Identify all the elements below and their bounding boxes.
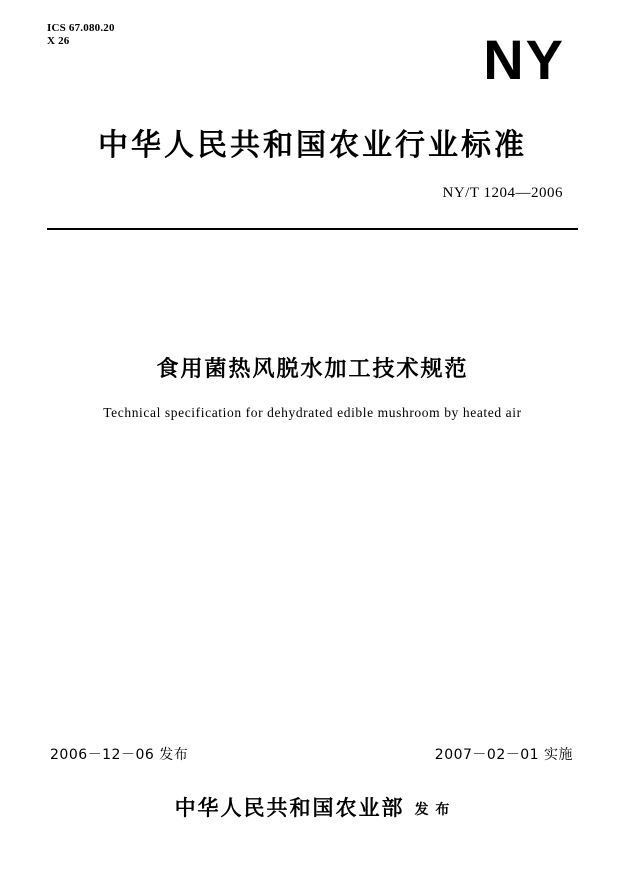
ics-code: ICS 67.080.20 — [47, 22, 115, 34]
ny-logo-mark: NY — [483, 28, 565, 91]
document-title-chinese: 食用菌热风脱水加工技术规范 — [156, 357, 469, 382]
implementation-date: 2007－02－01 实施 — [434, 747, 573, 763]
publisher-name: 中华人民共和国农业部 — [174, 796, 405, 820]
header-divider — [47, 228, 578, 230]
publisher-block — [0, 792, 625, 822]
standard-organization-title: 中华人民共和国农业行业标准 — [98, 128, 527, 163]
standard-number: NY/T 1204—2006 — [442, 185, 563, 201]
classification-code: X 26 — [47, 35, 70, 47]
document-title-english: Technical specification for dehydrated edible mushroom by heated air — [103, 405, 522, 420]
publish-verb: 发 布 — [414, 802, 451, 818]
ics-block — [47, 22, 115, 48]
issue-date: 2006－12－06 发布 — [50, 747, 189, 763]
